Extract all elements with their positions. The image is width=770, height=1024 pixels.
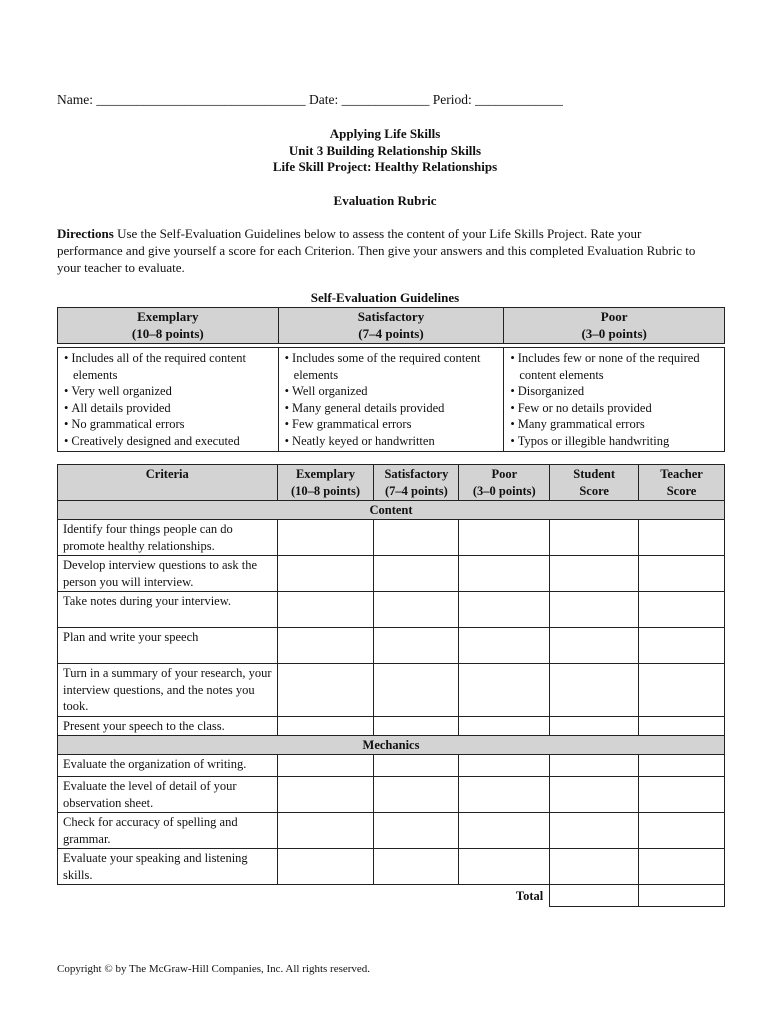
criterion-text: Take notes during your interview. [58, 592, 278, 628]
satisfactory-header: Satisfactory (7–4 points) [374, 465, 459, 501]
teacher-score-cell[interactable] [639, 520, 725, 556]
list-item: • Includes few or none of the required content elements [510, 350, 718, 383]
teacher-score-cell[interactable] [639, 777, 725, 813]
teacher-score-header: Teacher Score [639, 465, 725, 501]
name-date-period-line: Name: _______________________________ Date: _____________ Period: _____________ [57, 92, 563, 107]
exemplary-cell[interactable] [277, 755, 374, 777]
exemplary-cell[interactable] [277, 813, 374, 849]
student-score-cell[interactable] [550, 628, 639, 664]
table-row [58, 556, 725, 592]
total-spacer [58, 885, 278, 907]
satisfactory-cell[interactable] [374, 592, 459, 628]
criterion-text: Plan and write your speech [58, 628, 278, 664]
teacher-score-cell[interactable] [639, 813, 725, 849]
rubric-title: Evaluation Rubric [333, 193, 437, 208]
table-row [58, 813, 725, 849]
exemplary-cell[interactable] [277, 777, 374, 813]
exemplary-cell[interactable] [277, 556, 374, 592]
title-line-3: Life Skill Project: Healthy Relationships [272, 159, 498, 174]
student-score-cell[interactable] [550, 520, 639, 556]
list-item: • Creatively designed and executed [64, 433, 272, 450]
teacher-score-cell[interactable] [639, 628, 725, 664]
poor-cell[interactable] [459, 520, 550, 556]
list-item: • Few grammatical errors [285, 416, 498, 433]
table-row [58, 520, 725, 556]
student-score-cell[interactable] [550, 664, 639, 717]
directions-text: Use the Self-Evaluation Guidelines below to assess the content of your Life Skills Project. Rate your performance and give yourself a score for each Criterion. Then give your answers and this completed Evaluation Rubric to your teacher to evaluate. [57, 226, 696, 275]
teacher-score-cell[interactable] [639, 664, 725, 717]
student-score-cell[interactable] [550, 777, 639, 813]
criterion-text: Evaluate the level of detail of your observation sheet. [58, 777, 278, 813]
list-item: • Typos or illegible handwriting [510, 433, 718, 450]
satisfactory-cell[interactable] [374, 664, 459, 717]
table-row [58, 849, 725, 885]
exemplary-cell[interactable] [277, 716, 374, 736]
total-label: Total [277, 885, 550, 907]
list-item: • Neatly keyed or handwritten [285, 433, 498, 450]
satisfactory-cell[interactable] [374, 556, 459, 592]
table-row [58, 628, 725, 664]
satisfactory-cell[interactable] [374, 628, 459, 664]
student-total-cell[interactable] [550, 885, 639, 907]
self-evaluation-guidelines-table [57, 307, 725, 452]
poor-cell[interactable] [459, 755, 550, 777]
list-item: • Disorganized [510, 383, 718, 400]
teacher-score-cell[interactable] [639, 556, 725, 592]
copyright-notice: Copyright © by The McGraw-Hill Companies, Inc. All rights reserved. [57, 963, 371, 975]
student-score-cell[interactable] [550, 716, 639, 736]
poor-cell[interactable] [459, 849, 550, 885]
poor-cell[interactable] [459, 716, 550, 736]
list-item: • Many general details provided [285, 400, 498, 417]
exemplary-cell[interactable] [277, 520, 374, 556]
list-item: • Few or no details provided [510, 400, 718, 417]
student-score-cell[interactable] [550, 592, 639, 628]
content-section-label: Content [58, 501, 725, 520]
teacher-score-cell[interactable] [639, 592, 725, 628]
teacher-score-cell[interactable] [639, 716, 725, 736]
list-item: • No grammatical errors [64, 416, 272, 433]
criterion-text: Develop interview questions to ask the person you will interview. [58, 556, 278, 592]
student-score-cell[interactable] [550, 849, 639, 885]
satisfactory-cell[interactable] [374, 755, 459, 777]
guide-list-poor [504, 348, 725, 452]
teacher-score-cell[interactable] [639, 849, 725, 885]
poor-header: Poor (3–0 points) [459, 465, 550, 501]
criterion-text: Evaluate the organization of writing. [58, 755, 278, 777]
satisfactory-cell[interactable] [374, 777, 459, 813]
list-item: • Well organized [285, 383, 498, 400]
total-row [58, 885, 725, 907]
teacher-score-cell[interactable] [639, 755, 725, 777]
guide-list-satisfactory [278, 348, 504, 452]
table-row [58, 664, 725, 717]
criterion-text: Check for accuracy of spelling and grammar. [58, 813, 278, 849]
criterion-text: Evaluate your speaking and listening skills. [58, 849, 278, 885]
poor-cell[interactable] [459, 664, 550, 717]
directions-label: Directions [57, 226, 114, 241]
list-item: • Includes some of the required content elements [285, 350, 498, 383]
poor-cell[interactable] [459, 813, 550, 849]
exemplary-header: Exemplary (10–8 points) [277, 465, 374, 501]
poor-cell[interactable] [459, 592, 550, 628]
guide-header-poor: Poor (3–0 points) [504, 308, 725, 344]
satisfactory-cell[interactable] [374, 813, 459, 849]
criterion-text: Present your speech to the class. [58, 716, 278, 736]
guide-header-satisfactory: Satisfactory (7–4 points) [278, 308, 504, 344]
criterion-text: Identify four things people can do promote healthy relationships. [58, 520, 278, 556]
satisfactory-cell[interactable] [374, 849, 459, 885]
title-line-1: Applying Life Skills [329, 126, 441, 141]
exemplary-cell[interactable] [277, 628, 374, 664]
document-titles [0, 126, 770, 176]
student-score-header: Student Score [550, 465, 639, 501]
directions-paragraph [57, 225, 697, 276]
guide-list-exemplary [58, 348, 279, 452]
table-row [58, 755, 725, 777]
mechanics-section-label: Mechanics [58, 736, 725, 755]
criterion-text: Turn in a summary of your research, your interview questions, and the notes you took. [58, 664, 278, 717]
student-score-cell[interactable] [550, 755, 639, 777]
guide-header-exemplary: Exemplary (10–8 points) [58, 308, 279, 344]
satisfactory-cell[interactable] [374, 716, 459, 736]
list-item: • Very well organized [64, 383, 272, 400]
exemplary-cell[interactable] [277, 592, 374, 628]
table-row [58, 592, 725, 628]
list-item: • Many grammatical errors [510, 416, 718, 433]
list-item: • All details provided [64, 400, 272, 417]
title-line-2: Unit 3 Building Relationship Skills [288, 142, 482, 158]
list-item: • Includes all of the required content elements [64, 350, 272, 383]
satisfactory-cell[interactable] [374, 520, 459, 556]
criteria-header: Criteria [58, 465, 278, 501]
student-score-cell[interactable] [550, 813, 639, 849]
poor-cell[interactable] [459, 556, 550, 592]
criteria-score-table [57, 464, 725, 907]
poor-cell[interactable] [459, 777, 550, 813]
table-row [58, 777, 725, 813]
exemplary-cell[interactable] [277, 664, 374, 717]
student-score-cell[interactable] [550, 556, 639, 592]
poor-cell[interactable] [459, 628, 550, 664]
exemplary-cell[interactable] [277, 849, 374, 885]
teacher-total-cell[interactable] [639, 885, 725, 907]
guidelines-title: Self-Evaluation Guidelines [310, 290, 460, 305]
table-row [58, 716, 725, 736]
